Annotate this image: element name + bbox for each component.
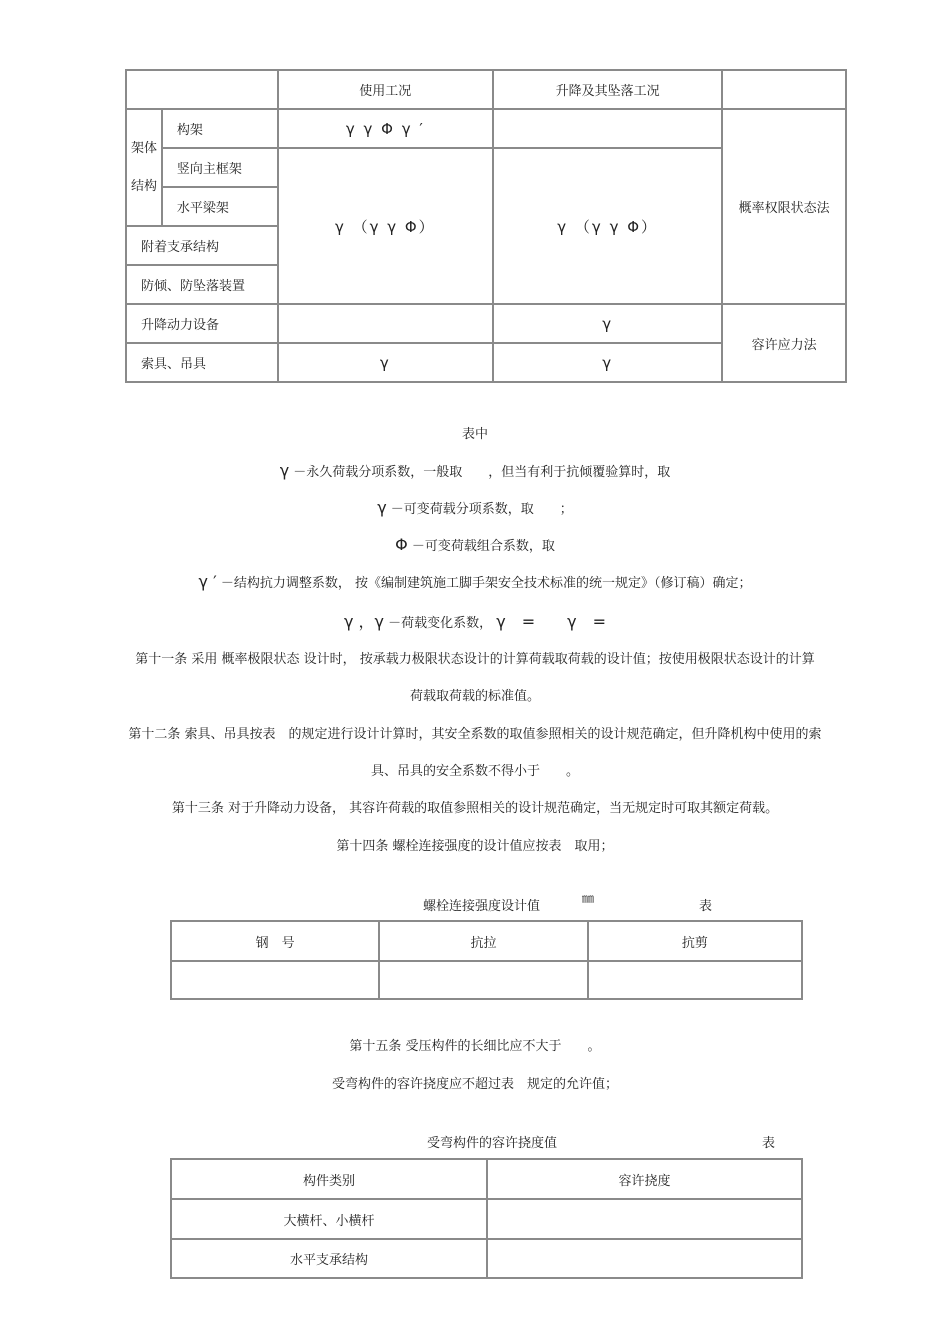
- cell: [588, 961, 802, 999]
- load-combination-table: [125, 69, 847, 383]
- phi-symbol: Φ: [395, 535, 408, 554]
- bolt-strength-table: [170, 920, 803, 1000]
- gamma-symbols: γ ，γ: [343, 612, 384, 631]
- row-label: 索具、吊具: [126, 343, 278, 382]
- note-line-4: γ ′ －结构抗力调整系数， 按《编制建筑施工脚手架安全技术标准的统一规定》（修订稿）确定；: [198, 572, 752, 591]
- article-15-line-1: 第十五条 受压构件的长细比应不大于 。: [349, 1039, 601, 1054]
- member-type: 水平支承结构: [171, 1239, 487, 1278]
- header-member-type: 构件类别: [171, 1159, 487, 1199]
- bolt-table-caption: 螺栓连接强度设计值: [423, 899, 541, 914]
- use-formula-merged: γ （γ γ Φ）: [278, 148, 493, 304]
- header-shear: 抗剪: [588, 921, 802, 961]
- gamma-symbol: γ: [279, 461, 290, 480]
- note-line-1: γ －永久荷载分项系数，一般取 ，但当有利于抗倾覆验算时，取: [279, 461, 671, 480]
- row-label: 防倾、防坠落装置: [126, 265, 278, 304]
- deflection-value: [487, 1199, 802, 1239]
- lift-cell-frame: [493, 109, 722, 148]
- use-cell-power: [278, 304, 493, 343]
- header-tension: 抗拉: [379, 921, 587, 961]
- use-formula-frame: γ γ Φ γ ′: [278, 109, 493, 148]
- article-13: 第十三条 对于升降动力设备， 其容许荷载的取值参照相关的设计规范确定，当无规定时可取其额定荷载。: [171, 801, 779, 816]
- article-11-line-2: 荷载取荷载的标准值。: [409, 689, 540, 704]
- header-lift-condition: 升降及其坠落工况: [493, 70, 722, 109]
- deflection-table-tag: 表: [762, 1136, 776, 1151]
- lift-gamma-rigging: γ: [493, 343, 722, 382]
- deflection-table: [170, 1158, 803, 1279]
- row-label: 升降动力设备: [126, 304, 278, 343]
- row-label: 构架: [162, 109, 278, 148]
- lift-gamma-power: γ: [493, 304, 722, 343]
- deflection-table-caption: 受弯构件的容许挠度值: [427, 1136, 558, 1151]
- lift-formula-merged: γ （γ γ Φ）: [493, 148, 722, 304]
- deflection-value: [487, 1239, 802, 1278]
- note-line-2: γ －可变荷载分项系数，取 ；: [377, 498, 573, 517]
- article-11-line-1: 第十一条 采用 概率极限状态 设计时， 按承载力极限状态设计的计算荷载取荷载的设计值；按使用极限状态设计的计算: [135, 652, 815, 667]
- row-label: 附着支承结构: [126, 226, 278, 265]
- article-14: 第十四条 螺栓连接强度的设计值应按表 取用；: [336, 839, 614, 854]
- gamma-prime-symbol: γ ′: [198, 572, 217, 591]
- row-label: 竖向主框架: [162, 148, 278, 187]
- notes-heading: 表中: [461, 427, 488, 442]
- use-gamma-rigging: γ: [278, 343, 493, 382]
- frame-structure-group: 架体 结构: [126, 109, 162, 226]
- header-method: [722, 70, 846, 109]
- method-probability: 概率权限状态法: [722, 109, 846, 304]
- member-type: 大横杆、小横杆: [171, 1199, 487, 1239]
- cell: [171, 961, 379, 999]
- cell: [379, 961, 587, 999]
- row-label: 水平梁架: [162, 187, 278, 226]
- bolt-table-tag: 表: [699, 899, 713, 914]
- bolt-table-unit: ㎜: [582, 891, 595, 905]
- article-12-line-2: 具、吊具的安全系数不得小于 。: [370, 764, 579, 779]
- note-line-5: γ ，γ －荷载变化系数， γ = γ =: [343, 612, 607, 631]
- gamma-symbol: γ: [377, 498, 387, 517]
- header-steel-grade: 钢 号: [171, 921, 379, 961]
- article-15-line-2: 受弯构件的容许挠度应不超过表 规定的允许值；: [331, 1077, 618, 1092]
- header-empty: [126, 70, 278, 109]
- note-line-3: Φ －可变荷载组合系数，取: [395, 535, 555, 554]
- article-12-line-1: 第十二条 索具、吊具按表 的规定进行设计计算时，其安全系数的取值参照相关的设计规范确定，但升降机构中使用的索: [128, 727, 822, 742]
- header-allowable-deflection: 容许挠度: [487, 1159, 802, 1199]
- header-use-condition: 使用工况: [278, 70, 493, 109]
- method-allowable-stress: 容许应力法: [722, 304, 846, 382]
